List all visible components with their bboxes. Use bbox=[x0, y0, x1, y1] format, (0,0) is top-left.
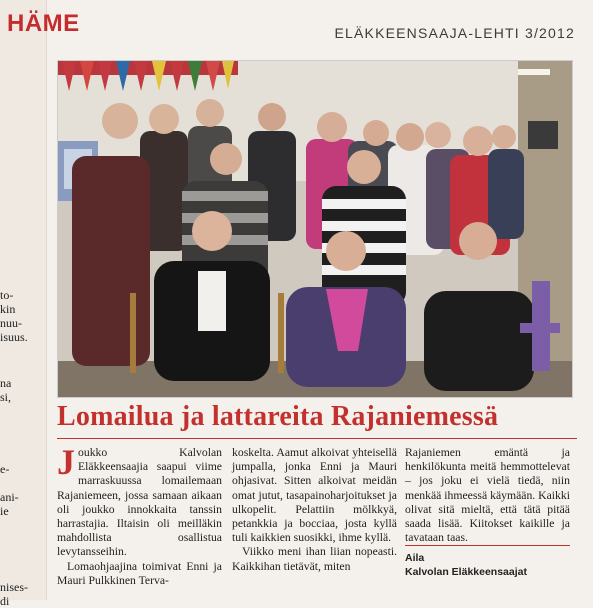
article-column-2 bbox=[232, 446, 397, 574]
group-photo bbox=[57, 60, 573, 398]
signature-name: Aila bbox=[405, 552, 425, 564]
signature-rule bbox=[405, 545, 570, 546]
article-column-3 bbox=[405, 446, 570, 545]
previous-article-fragment: di bbox=[0, 594, 10, 608]
previous-article-fragment: isuus. bbox=[0, 330, 28, 344]
col2-paragraph-1: koskelta. Aamut alkoivat yhteisellä jumpalla, jonka Enni ja Mauri ohjasivat. Sitten alkoivat meidän omat jutut, tasapainoharjoitukset ja ulkopelit. Pelattiin mölkkyä, petankkia ja bocciaa, josta kyllä tuli kaikkien suosikki, ihme kyllä. bbox=[232, 446, 397, 545]
previous-article-fragment: ani- bbox=[0, 490, 19, 504]
front-row bbox=[130, 211, 560, 391]
article-column-1 bbox=[57, 442, 222, 588]
previous-article-fragment: e- bbox=[0, 462, 10, 476]
previous-article-strip bbox=[0, 0, 47, 608]
article-headline: Lomailua ja lattareita Rajaniemessä bbox=[57, 401, 499, 432]
previous-article-fragment: na bbox=[0, 376, 12, 390]
col2-paragraph-2: Viikko meni ihan liian nopeasti. Kaikkihan tietävät, miten bbox=[232, 545, 397, 573]
page-header bbox=[0, 0, 593, 48]
previous-article-fragment: ie bbox=[0, 504, 9, 518]
previous-article-fragment: nuu- bbox=[0, 316, 22, 330]
headline-rule bbox=[57, 438, 577, 439]
previous-article-fragment: to- bbox=[0, 288, 14, 302]
previous-article-fragment: kin bbox=[0, 302, 16, 316]
col1-paragraph-1-text: oukko Kalvolan Eläkkeensaajia saapui viime marraskuussa lomailemaan Rajaniemeen, jossa samaan aikaan oli joukko innokkaita tanssin harrastajia. Iltaisin oli meilläkin mahdollista osallistua levytansseihin. bbox=[57, 446, 222, 559]
col1-paragraph-2: Lomaohjaajina toimivat Enni ja Mauri Pulkkinen Terva- bbox=[57, 559, 222, 587]
previous-article-fragment: nises- bbox=[0, 580, 28, 594]
previous-article-fragment: si, bbox=[0, 390, 12, 404]
drop-cap: J bbox=[57, 442, 75, 482]
section-label: HÄME bbox=[7, 10, 80, 37]
col3-paragraph-1: Rajaniemen emäntä ja henkilökunta meitä hemmottelevat – jos joku ei vielä tiedä, niin menkää ihmeessä käymään. Kaikki olivat sitä mieltä, että tätä pitää saada lisää. Kiitokset kaikille ja tavataan taas. bbox=[405, 446, 570, 545]
issue-label: ELÄKKEENSAAJA-LEHTI 3/2012 bbox=[334, 25, 575, 41]
signature-organization: Kalvolan Eläkkeensaajat bbox=[405, 566, 527, 578]
col1-paragraph-1 bbox=[57, 442, 222, 560]
